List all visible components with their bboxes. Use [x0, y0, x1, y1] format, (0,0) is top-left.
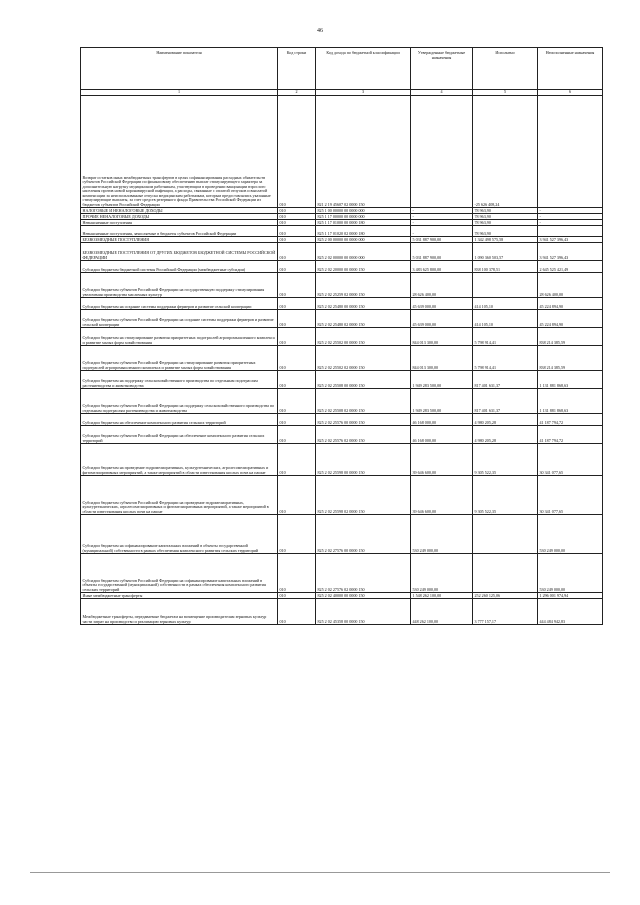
table-row	[81, 426, 603, 444]
table-row	[81, 96, 603, 208]
row-approved-cell: 448 262 100,00	[411, 599, 473, 625]
row-line-code-cell: 010	[278, 444, 316, 476]
table-row	[81, 371, 603, 389]
table-row	[81, 261, 603, 273]
row-income-code-cell: 825 1 00 00000 00 0000 000	[316, 208, 411, 214]
table-row	[81, 328, 603, 346]
row-line-code-cell: 010	[278, 414, 316, 426]
row-name-cell: БЕЗВОЗМЕЗДНЫЕ ПОСТУПЛЕНИЯ	[81, 237, 278, 243]
row-approved-cell: 46 168 000,00	[411, 414, 473, 426]
header-row	[81, 48, 603, 90]
row-not-executed-cell: 3 941 527 396,43	[538, 243, 603, 261]
row-not-executed-cell: 41 187 794,72	[538, 414, 603, 426]
row-executed-cell: 9 305 522,35	[473, 444, 538, 476]
row-name-cell: Субсидии бюджетам на обеспечение комплексного развития сельских территорий	[81, 414, 278, 426]
table-row	[81, 554, 603, 593]
row-name-cell: Субсидии бюджетам на софинансирование капитальных вложений в объекты государственной (муниципальной) собственности в рамках обеспечения комплексного развития сельских территорий	[81, 515, 278, 554]
row-income-code-cell: 825 2 02 25576 00 0000 150	[316, 414, 411, 426]
row-executed-cell: 9 305 522,35	[473, 476, 538, 515]
row-executed-cell: 78 963,90	[473, 214, 538, 220]
header-line-code: Код строки	[278, 48, 316, 90]
row-approved-cell: 844 013 300,00	[411, 346, 473, 371]
row-not-executed-cell: 2 645 525 421,49	[538, 261, 603, 273]
table-row	[81, 476, 603, 515]
table-row	[81, 310, 603, 328]
row-approved-cell: -	[411, 214, 473, 220]
row-line-code-cell: 010	[278, 515, 316, 554]
row-name-cell: Межбюджетные трансферты, передаваемые бюджетам на возмещение производителям зерновых культур части затрат на производство и реализацию зерновых культур	[81, 599, 278, 625]
table-row	[81, 389, 603, 414]
row-name-cell: Субсидии бюджетам субъектов Российской Федерации на обеспечение комплексного развития сельских территорий	[81, 426, 278, 444]
row-executed-cell: 817 401 631,37	[473, 389, 538, 414]
row-line-code-cell: 010	[278, 237, 316, 243]
revenue-report-table	[80, 47, 603, 625]
table-row	[81, 346, 603, 371]
row-line-code-cell: 010	[278, 593, 316, 599]
row-income-code-cell: 821 2 19 45607 02 0000 150	[316, 96, 411, 208]
row-not-executed-cell: 3 941 527 396,43	[538, 237, 603, 243]
row-income-code-cell: 825 2 02 25480 02 0000 150	[316, 310, 411, 328]
row-approved-cell: 3 483 625 800,00	[411, 261, 473, 273]
row-executed-cell: 5 798 914,41	[473, 328, 538, 346]
table-row	[81, 599, 603, 625]
row-line-code-cell: 010	[278, 371, 316, 389]
page-bottom-rule	[30, 872, 610, 873]
row-name-cell: Субсидии бюджетам субъектов Российской Федерации на государственную поддержку стимулирования увеличения производства масличных культур	[81, 273, 278, 298]
row-line-code-cell: 010	[278, 208, 316, 214]
row-executed-cell	[473, 515, 538, 554]
row-income-code-cell: 825 2 02 27576 00 0000 150	[316, 515, 411, 554]
row-approved-cell: 5 031 887 900,00	[411, 243, 473, 261]
row-name-cell: Субсидии бюджетам на поддержку сельскохозяйственного производства по отдельным подотраслям растениеводства и животноводства	[81, 371, 278, 389]
row-approved-cell: 530 249 000,00	[411, 515, 473, 554]
table-row	[81, 444, 603, 476]
row-approved-cell: 45 639 000,00	[411, 310, 473, 328]
header-income-code: Код дохода по бюджетной классификации	[316, 48, 411, 90]
row-executed-cell: 252 260 125,06	[473, 593, 538, 599]
report-body	[81, 96, 603, 625]
column-number: 2	[278, 90, 316, 96]
row-not-executed-cell: 30 341 077,65	[538, 476, 603, 515]
row-line-code-cell: 010	[278, 243, 316, 261]
row-line-code-cell: 010	[278, 346, 316, 371]
row-approved-cell: -	[411, 226, 473, 237]
row-approved-cell: 844 013 300,00	[411, 328, 473, 346]
row-executed-cell	[473, 554, 538, 593]
row-line-code-cell: 010	[278, 426, 316, 444]
row-line-code-cell: 010	[278, 599, 316, 625]
row-name-cell: Возврат остатков иных межбюджетных трансфертов в целях софинансирования расходных обязательств субъектов Российской Федерации по финансовому обеспечению выплат стимулирующего характера за дополнительную нагрузку медицинским работникам, участвующим в проведении вакцинации взрослого населения против новой коронавирусной инфекции, а расходы, связанные с оплатой отпусков и выплатой компенсации за неиспользованные отпуска медицинским работникам, которым предоставлялись указанные стимулирующие выплаты, за счет средств резервного фонда Правительства Российской Федерации из бюджетов субъектов Российской Федерации	[81, 96, 278, 208]
row-approved-cell: 1 949 283 500,00	[411, 389, 473, 414]
row-name-cell: Субсидии бюджетам субъектов Российской Федерации на софинансирование капитальных вложений в объекты государственной (муниципальной) собственности в рамках обеспечения комплексного развития сельских территорий	[81, 554, 278, 593]
row-executed-cell: 78 963,90	[473, 226, 538, 237]
row-not-executed-cell: 41 187 794,72	[538, 426, 603, 444]
column-number: 6	[538, 90, 603, 96]
row-executed-cell: 414 105,10	[473, 310, 538, 328]
row-not-executed-cell: 30 341 077,65	[538, 444, 603, 476]
table-row	[81, 414, 603, 426]
page-number: 46	[317, 28, 323, 34]
row-approved-cell: 39 646 600,00	[411, 476, 473, 515]
row-income-code-cell: 825 2 02 40000 00 0000 150	[316, 593, 411, 599]
row-not-executed-cell: 444 484 942,83	[538, 599, 603, 625]
row-executed-cell: 1 342 498 575,58	[473, 237, 538, 243]
row-not-executed-cell: 1 131 881 868,63	[538, 371, 603, 389]
row-name-cell: БЕЗВОЗМЕЗДНЫЕ ПОСТУПЛЕНИЯ ОТ ДРУГИХ БЮДЖЕТОВ БЮДЖЕТНОЙ СИСТЕМЫ РОССИЙСКОЙ ФЕДЕРАЦИИ	[81, 243, 278, 261]
row-line-code-cell: 010	[278, 273, 316, 298]
column-number: 4	[411, 90, 473, 96]
row-approved-cell: 28 626 400,00	[411, 273, 473, 298]
row-not-executed-cell: -	[538, 208, 603, 214]
row-line-code-cell: 010	[278, 214, 316, 220]
row-income-code-cell: 825 2 00 00000 00 0000 000	[316, 237, 411, 243]
row-income-code-cell: 825 2 02 20000 00 0000 150	[316, 261, 411, 273]
row-not-executed-cell: 838 214 385,59	[538, 346, 603, 371]
row-name-cell: Субсидии бюджетам субъектов Российской Федерации на стимулирование развития приоритетных подотраслей агропромышленного комплекса и развитие малых форм хозяйствования	[81, 346, 278, 371]
row-executed-cell: 838 100 378,51	[473, 261, 538, 273]
row-income-code-cell: 825 2 02 25508 00 0000 150	[316, 371, 411, 389]
row-line-code-cell: 010	[278, 328, 316, 346]
row-executed-cell	[473, 273, 538, 298]
row-name-cell: Субсидии бюджетам субъектов Российской Федерации на поддержку сельскохозяйственного производства по отдельным подотраслям растениеводства и животноводства	[81, 389, 278, 414]
row-approved-cell: -	[411, 220, 473, 226]
row-name-cell: Субсидии бюджетам на стимулирование развития приоритетных подотраслей агропромышленного комплекса и развитие малых форм хозяйствования	[81, 328, 278, 346]
row-not-executed-cell: 530 249 000,00	[538, 515, 603, 554]
row-income-code-cell: 825 2 02 25259 02 0000 150	[316, 273, 411, 298]
row-name-cell: НАЛОГОВЫЕ И НЕНАЛОГОВЫЕ ДОХОДЫ	[81, 208, 278, 214]
row-income-code-cell: 825 2 02 25598 02 0000 150	[316, 476, 411, 515]
row-not-executed-cell	[538, 96, 603, 208]
row-executed-cell: 5 798 914,41	[473, 346, 538, 371]
header-not-executed: Неисполненные назначения	[538, 48, 603, 90]
row-not-executed-cell: -	[538, 214, 603, 220]
row-income-code-cell: 825 2 02 25502 00 0000 150	[316, 328, 411, 346]
row-name-cell: Субсидии бюджетам на проведение гидромелиоративных, культуртехнических, агролесомелиоративных и фитомелиоративных мероприятий, а также мероприятий в области известкования кислых почв на пашне	[81, 444, 278, 476]
row-name-cell: ПРОЧИЕ НЕНАЛОГОВЫЕ ДОХОДЫ	[81, 214, 278, 220]
row-income-code-cell: 825 2 02 25576 02 0000 150	[316, 426, 411, 444]
row-line-code-cell: 010	[278, 298, 316, 310]
row-name-cell: Субсидии бюджетам бюджетной системы Российской Федерации (межбюджетные субсидии)	[81, 261, 278, 273]
header-approved: Утвержденные бюджетные назначения	[411, 48, 473, 90]
row-not-executed-cell: -	[538, 220, 603, 226]
row-line-code-cell: 010	[278, 554, 316, 593]
row-executed-cell: 4 980 205,28	[473, 426, 538, 444]
row-approved-cell: 45 639 000,00	[411, 298, 473, 310]
row-income-code-cell: 825 2 02 25508 02 0000 150	[316, 389, 411, 414]
row-income-code-cell: 825 1 17 00000 00 0000 000	[316, 214, 411, 220]
row-executed-cell: 78 963,90	[473, 220, 538, 226]
row-income-code-cell: 825 1 17 01020 02 0000 180	[316, 226, 411, 237]
row-line-code-cell: 010	[278, 476, 316, 515]
row-executed-cell: 78 963,90	[473, 208, 538, 214]
row-approved-cell: 530 249 000,00	[411, 554, 473, 593]
row-income-code-cell: 825 1 17 01000 00 0000 180	[316, 220, 411, 226]
row-executed-cell: 1 090 360 503,57	[473, 243, 538, 261]
row-not-executed-cell: 45 224 894,90	[538, 310, 603, 328]
row-line-code-cell: 010	[278, 261, 316, 273]
header-executed: Исполнено	[473, 48, 538, 90]
row-name-cell: Субсидии бюджетам субъектов Российской Федерации на создание системы поддержки фермеров и развитие сельской кооперации	[81, 310, 278, 328]
row-not-executed-cell: 1 131 881 868,63	[538, 389, 603, 414]
table-row	[81, 273, 603, 298]
row-executed-cell: 414 105,10	[473, 298, 538, 310]
row-executed-cell: 3 777 157,17	[473, 599, 538, 625]
row-income-code-cell: 825 2 02 25598 00 0000 150	[316, 444, 411, 476]
row-approved-cell: 1 548 262 100,00	[411, 593, 473, 599]
table-row	[81, 243, 603, 261]
row-line-code-cell: 010	[278, 389, 316, 414]
row-line-code-cell: 010	[278, 226, 316, 237]
row-name-cell: Невыясненные поступления	[81, 220, 278, 226]
row-income-code-cell: 825 2 02 45358 00 0000 150	[316, 599, 411, 625]
row-approved-cell: 1 949 283 500,00	[411, 371, 473, 389]
row-approved-cell: 5 031 887 900,00	[411, 237, 473, 243]
row-income-code-cell: 825 2 02 27576 02 0000 150	[316, 554, 411, 593]
column-number: 5	[473, 90, 538, 96]
row-executed-cell: 817 401 631,37	[473, 371, 538, 389]
row-line-code-cell: 010	[278, 96, 316, 208]
row-name-cell: Субсидии бюджетам субъектов Российской Федерации на проведение гидромелиоративных, культуртехнических, агролесомелиоративных и фитомелиоративных мероприятий, а также мероприятий в области известкования кислых почв на пашне	[81, 476, 278, 515]
row-line-code-cell: 010	[278, 220, 316, 226]
row-income-code-cell: 825 2 02 25502 02 0000 150	[316, 346, 411, 371]
row-name-cell: Невыясненные поступления, зачисляемые в бюджеты субъектов Российской Федерации	[81, 226, 278, 237]
row-executed-cell: 4 980 205,28	[473, 414, 538, 426]
table-row	[81, 298, 603, 310]
column-number: 3	[316, 90, 411, 96]
row-not-executed-cell: 530 249 000,00	[538, 554, 603, 593]
row-name-cell: Субсидии бюджетам на создание системы поддержки фермеров и развитие сельской кооперации	[81, 298, 278, 310]
row-income-code-cell: 825 2 02 25480 00 0000 150	[316, 298, 411, 310]
header-name: Наименование показателя	[81, 48, 278, 90]
row-not-executed-cell	[538, 226, 603, 237]
row-line-code-cell: 010	[278, 310, 316, 328]
column-number: 1	[81, 90, 278, 96]
row-income-code-cell: 825 2 02 00000 00 0000 000	[316, 243, 411, 261]
row-not-executed-cell: 28 626 400,00	[538, 273, 603, 298]
row-approved-cell: 46 168 000,00	[411, 426, 473, 444]
row-not-executed-cell: 45 224 894,90	[538, 298, 603, 310]
row-not-executed-cell: 838 214 385,59	[538, 328, 603, 346]
row-name-cell: Иные межбюджетные трансферты	[81, 593, 278, 599]
row-not-executed-cell: 1 296 001 974,94	[538, 593, 603, 599]
table-row	[81, 226, 603, 237]
table-row	[81, 515, 603, 554]
row-approved-cell: -	[411, 208, 473, 214]
row-executed-cell: -25 626 408,24	[473, 96, 538, 208]
row-approved-cell: 39 646 600,00	[411, 444, 473, 476]
row-approved-cell	[411, 96, 473, 208]
